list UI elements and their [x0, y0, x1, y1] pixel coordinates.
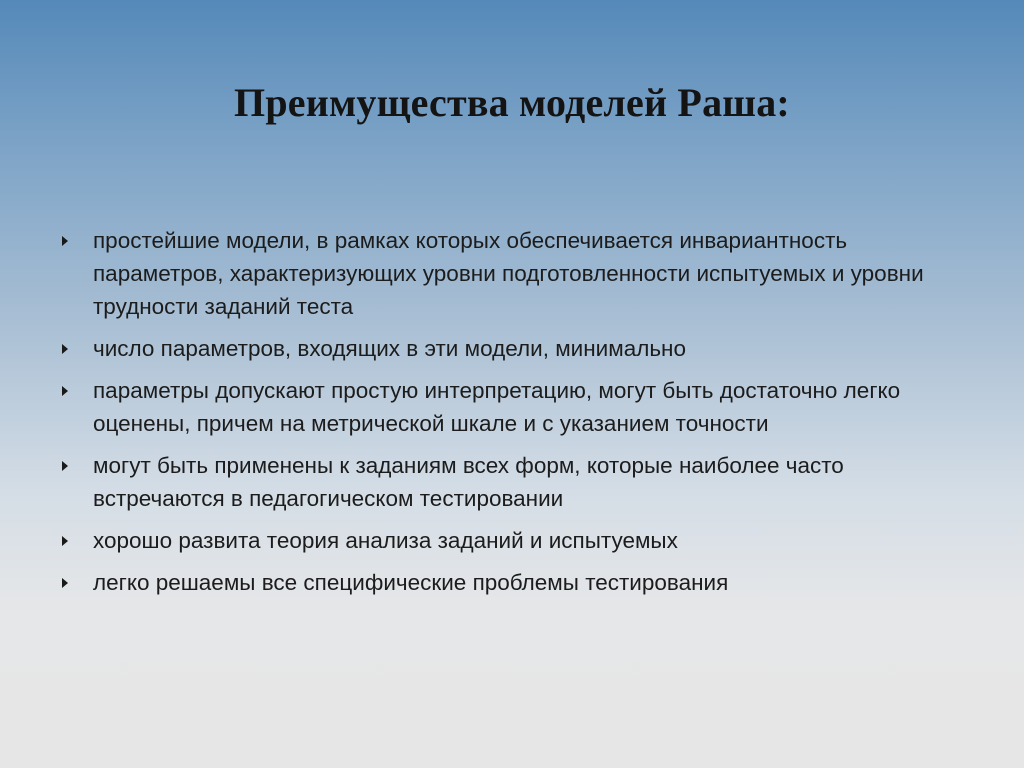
triangle-right-icon	[62, 536, 68, 546]
bullet-item	[58, 374, 978, 440]
triangle-right-icon	[62, 386, 68, 396]
bullet-item	[58, 449, 978, 515]
bullet-item	[58, 566, 978, 599]
bullet-text: легко решаемы все специфические проблемы тестирования	[93, 570, 729, 595]
bullet-item	[58, 224, 978, 323]
bullet-text: число параметров, входящих в эти модели, минимально	[93, 336, 686, 361]
bullet-list	[58, 224, 978, 608]
bullet-text: могут быть применены к заданиям всех форм, которые наиболее часто встречаются в педагогическом тестировании	[93, 453, 844, 511]
triangle-right-icon	[62, 236, 68, 246]
triangle-right-icon	[62, 461, 68, 471]
bullet-item	[58, 332, 978, 365]
bullet-text: хорошо развита теория анализа заданий и испытуемых	[93, 528, 678, 553]
bullet-text: простейшие модели, в рамках которых обеспечивается инвариантность параметров, характеризующих уровни подготовленности испытуемых и уровни трудности заданий теста	[93, 228, 924, 319]
triangle-right-icon	[62, 578, 68, 588]
bullet-text: параметры допускают простую интерпретацию, могут быть достаточно легко оценены, причем на метрической шкале и с указанием точности	[93, 378, 901, 436]
bullet-item	[58, 524, 978, 557]
slide-title: Преимущества моделей Раша:	[234, 79, 790, 125]
triangle-right-icon	[62, 344, 68, 354]
